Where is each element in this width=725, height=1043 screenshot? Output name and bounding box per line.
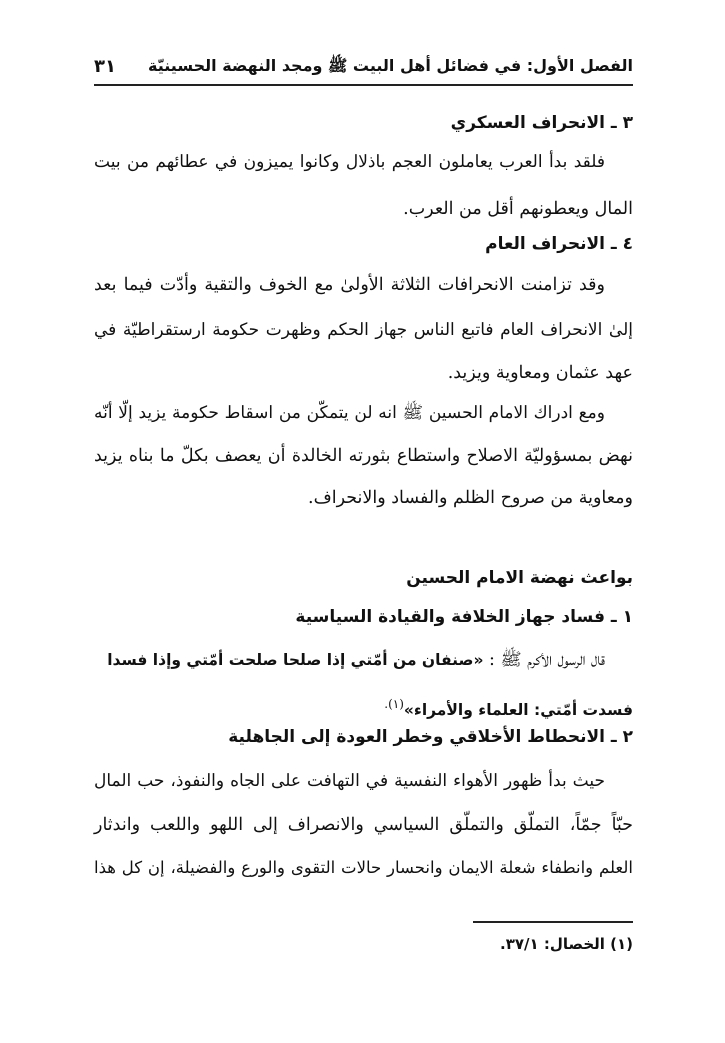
text-line: وقد تزامنت الانحرافات الثلاثة الأولىٰ مع الخوف والتقية وأدّت فيما بعد <box>94 275 605 295</box>
heading-military-deviation: ٣ ـ الانحراف العسكري <box>450 113 633 133</box>
text-line: ومعاوية من صروح الظلم والفساد والانحراف. <box>308 488 633 508</box>
footnote-ref: (١). <box>384 697 404 711</box>
text-line: حبّاً جمّاً، التملّق والتملّق السياسي والانصراف إلى اللهو واللعب واندثار <box>94 815 633 835</box>
page-number: ٣١ <box>94 56 116 77</box>
hadith-line <box>94 645 605 675</box>
chapter-title: الفصل الأول: في فضائل أهل البيت ﷺ ومجد النهضة الحسينيّة <box>148 56 633 75</box>
heading-caliphate-corruption: ١ ـ فساد جهاز الخلافة والقيادة السياسية <box>295 607 633 627</box>
heading-general-deviation: ٤ ـ الانحراف العام <box>485 234 633 254</box>
text-line: المال ويعطونهم أقل من العرب. <box>403 199 633 219</box>
running-header <box>94 56 633 86</box>
heading-motives: بواعث نهضة الامام الحسين <box>406 568 633 588</box>
footnote-separator <box>473 921 633 923</box>
text-line: إلىٰ الانحراف العام فاتبع الناس جهاز الحكم وظهرت حكومة ارستقراطيّة في <box>94 320 633 340</box>
text-line: عهد عثمان ومعاوية ويزيد. <box>447 363 633 383</box>
text-line: نهض بمسؤوليّة الاصلاح واستطاع بثورته الخالدة أن يعصف بكلّ ما بناه يزيد <box>94 446 633 466</box>
hadith-quote: فسدت أمّتي: العلماء والأمراء» <box>403 700 633 719</box>
text-line: العلم وانطفاء شعلة الايمان وانحسار حالات التقوى والورع والفضيلة، إن كل هذا <box>94 858 633 877</box>
hadith-intro: قال الرسول الأكرم ﷺ : <box>483 650 605 670</box>
text-line: حيث بدأ ظهور الأهواء النفسية في التهافت على الجاه والنفوذ، حب المال <box>94 771 605 791</box>
text-line: ومع ادراك الامام الحسين ﷺ انه لن يتمكّن من اسقاط حكومة يزيد إلّا أنّه <box>94 403 605 423</box>
heading-moral-decline: ٢ ـ الانحطاط الأخلاقي وخطر العودة إلى الجاهلية <box>228 727 633 747</box>
text-line: فلقد بدأ العرب يعاملون العجم باذلال وكانوا يميزون في عطائهم من بيت <box>94 152 605 172</box>
footnote: (١) الخصال: ٣٧/١. <box>500 935 633 953</box>
hadith-line <box>94 689 633 725</box>
hadith-quote: «صنفان من أمّتي إذا صلحا صلحت أمّتي وإذا فسدا <box>107 651 484 669</box>
